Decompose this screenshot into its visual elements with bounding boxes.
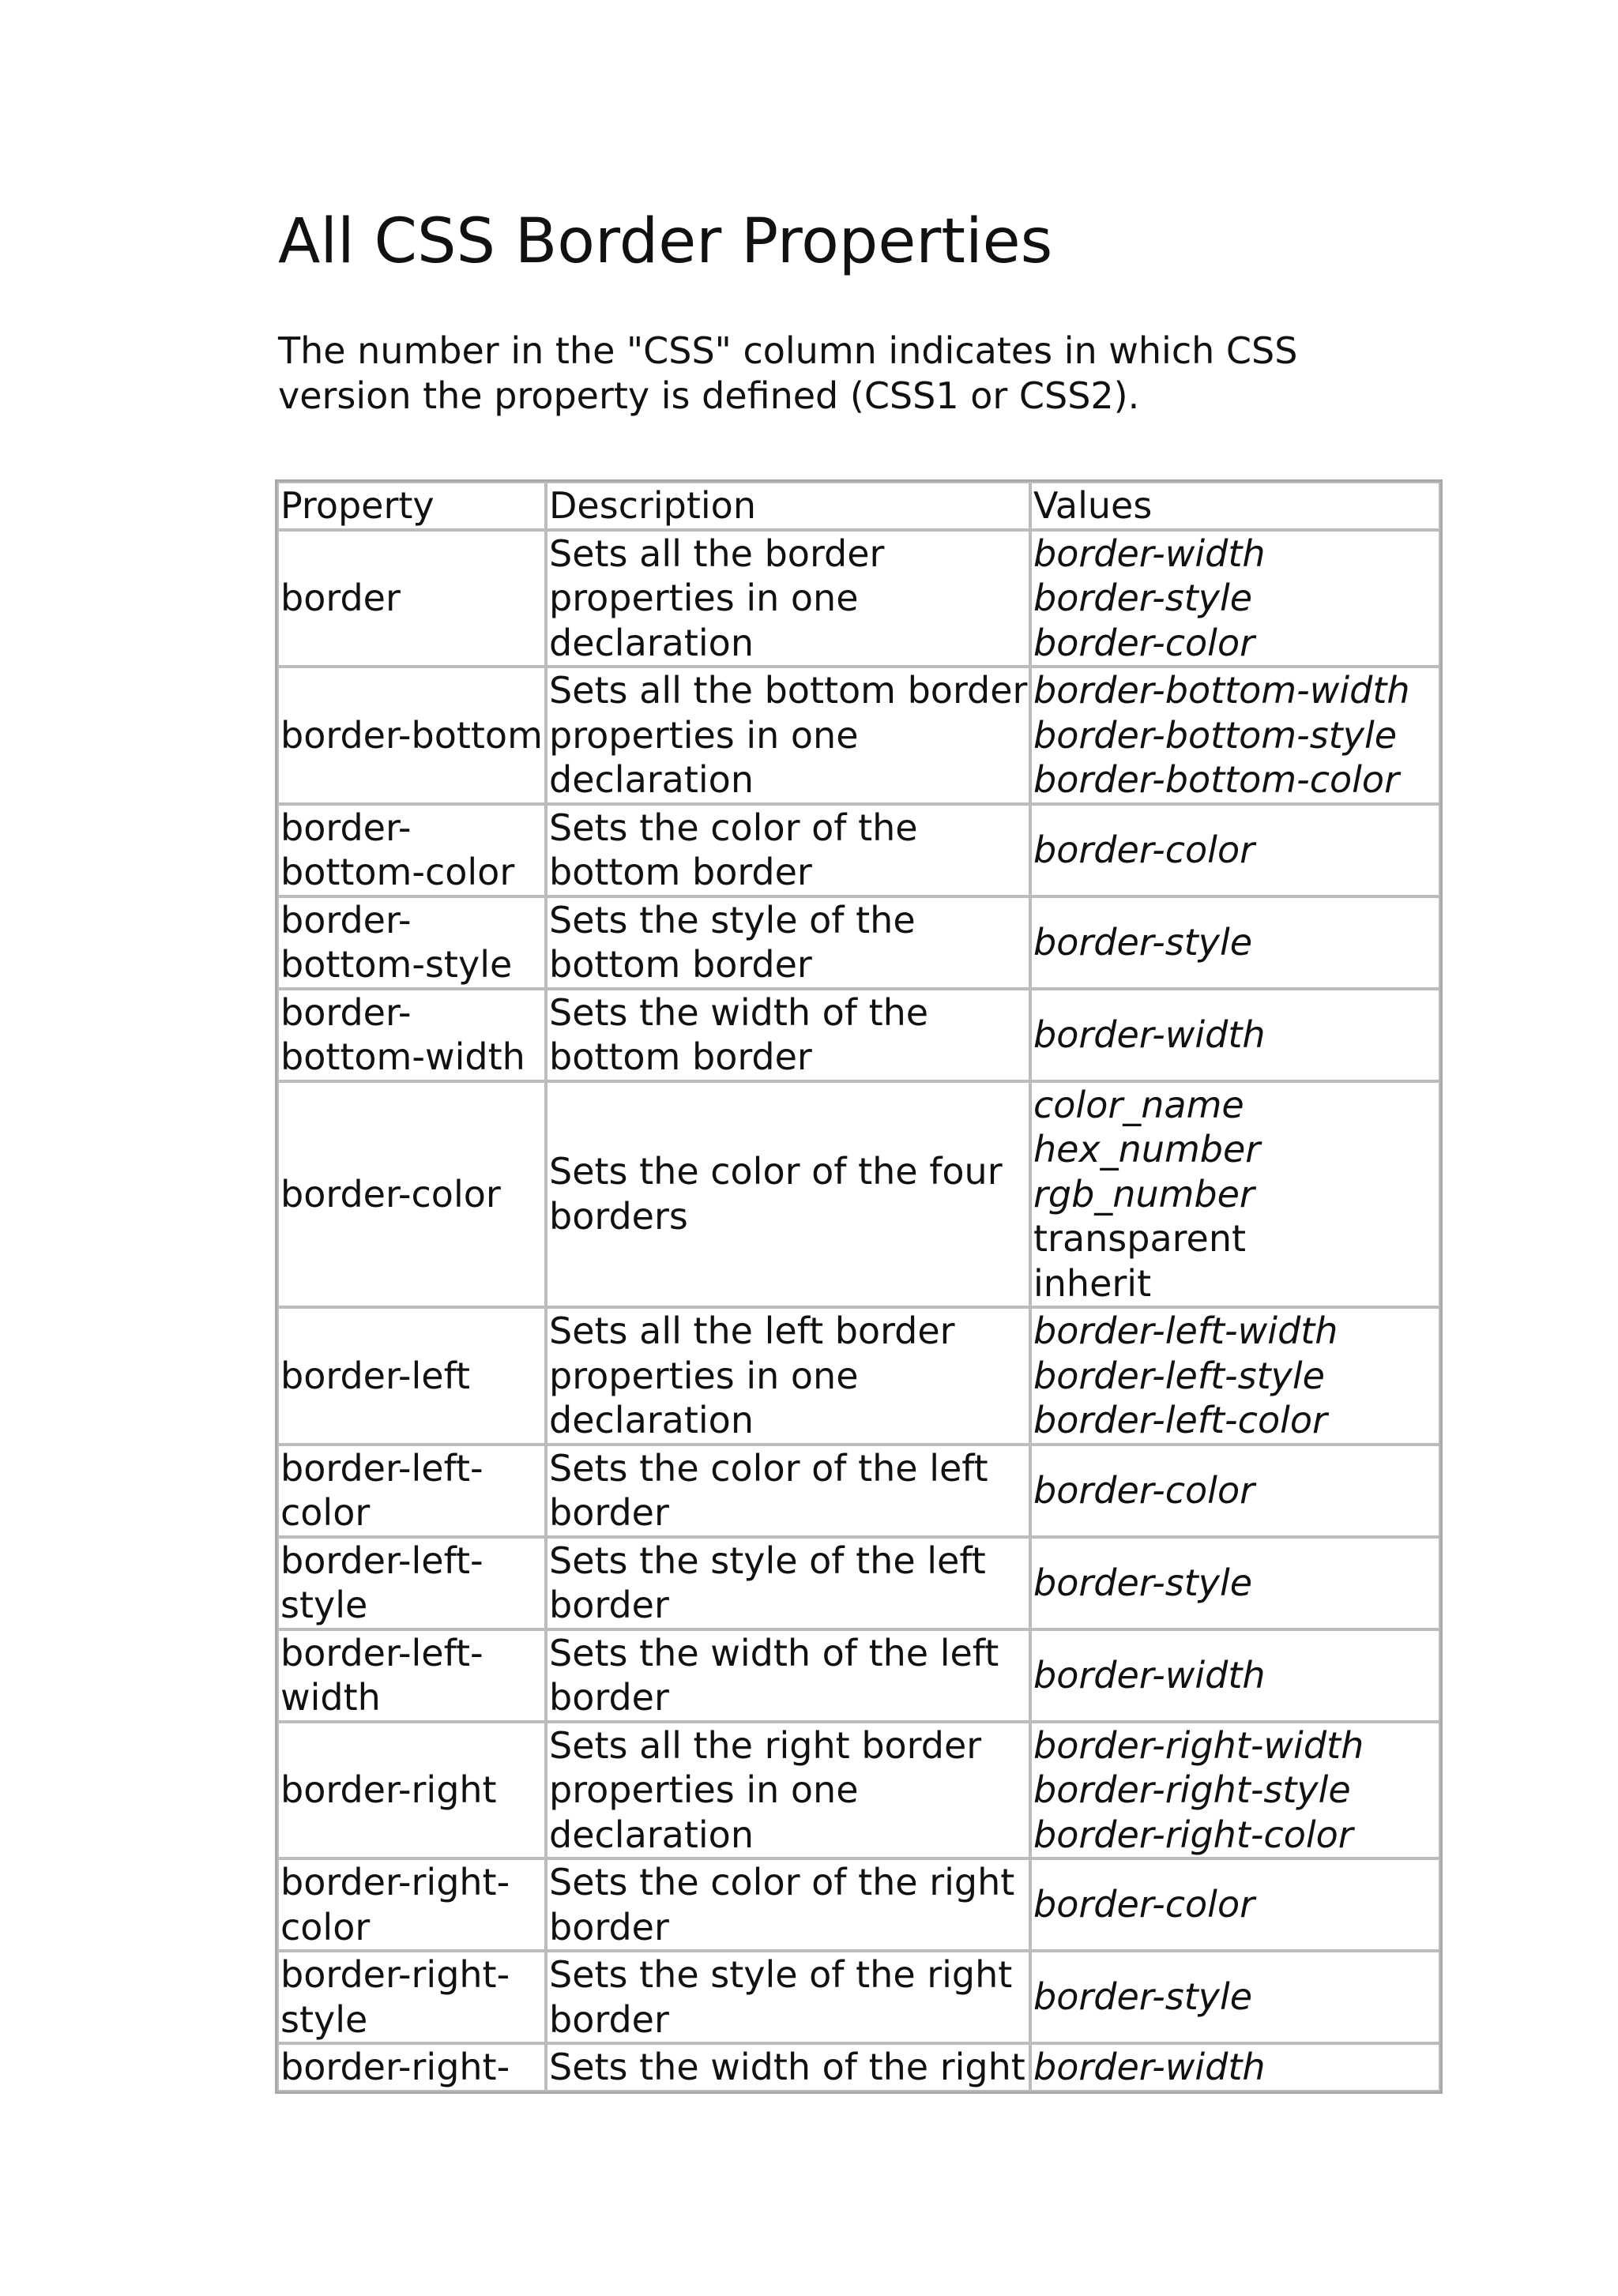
values-cell <box>1030 1858 1440 1951</box>
description-cell-line: bottom border <box>549 851 812 893</box>
property-cell-line: border-left- <box>280 1539 484 1582</box>
table-row <box>277 1307 1440 1445</box>
property-cell <box>277 530 546 667</box>
description-cell-line: Sets all the left border <box>549 1310 955 1352</box>
value-item: inherit <box>1033 1261 1152 1305</box>
description-cell-line: Sets all the bottom border <box>549 669 1028 712</box>
values-cell <box>1030 2043 1440 2091</box>
description-cell-line: declaration <box>549 621 754 664</box>
property-cell-line: border-right- <box>280 1861 510 1903</box>
description-cell <box>546 2043 1030 2091</box>
property-cell <box>277 1858 546 1951</box>
property-cell-line: color <box>280 1491 371 1534</box>
value-item: border-width <box>1033 1013 1266 1056</box>
value-item: border-width <box>1033 532 1266 575</box>
property-cell-line: bottom-color <box>280 851 515 893</box>
description-cell-line: bottom border <box>549 1035 812 1078</box>
description-cell <box>546 989 1030 1081</box>
description-cell-line: Sets all the border <box>549 532 885 575</box>
description-cell-line: Sets the color of the four <box>549 1150 1003 1193</box>
description-cell-line: Sets the color of the left <box>549 1446 988 1490</box>
property-cell <box>277 667 546 804</box>
property-cell-line: border-left <box>280 1354 471 1397</box>
property-cell-line: bottom-width <box>280 1035 525 1078</box>
description-cell-line: border <box>549 1676 669 1719</box>
property-cell <box>277 1307 546 1445</box>
property-cell <box>277 1629 546 1722</box>
value-item: border-color <box>1033 1468 1255 1512</box>
property-cell-line: border-left- <box>280 1446 484 1490</box>
description-cell-line: Sets the style of the right <box>549 1953 1013 1996</box>
property-cell <box>277 1722 546 1859</box>
description-cell <box>546 1951 1030 2043</box>
intro-paragraph: The number in the "CSS" column indicates in which CSS version the property is defined (CSS1 or CSS2). <box>278 329 1298 417</box>
border-properties-table <box>275 479 1443 2094</box>
description-cell-line: declaration <box>549 1399 754 1441</box>
description-cell <box>546 1445 1030 1537</box>
table-row <box>277 989 1440 1081</box>
value-item: border-left-color <box>1033 1399 1327 1441</box>
values-cell <box>1030 989 1440 1081</box>
description-cell <box>546 1081 1030 1308</box>
description-cell-line: declaration <box>549 1813 754 1856</box>
values-cell <box>1030 1722 1440 1859</box>
table-row <box>277 1951 1440 2043</box>
table-row <box>277 1722 1440 1859</box>
description-cell-line: Sets the width of the right <box>549 2046 1025 2088</box>
value-item: border-right-width <box>1033 1723 1364 1767</box>
property-cell <box>277 804 546 896</box>
values-cell <box>1030 896 1440 989</box>
value-item: border-style <box>1033 1561 1253 1604</box>
property-cell-line: border-bottom <box>280 713 543 757</box>
description-cell-line: border <box>549 1997 669 2041</box>
property-cell <box>277 2043 546 2091</box>
table-header-row <box>277 482 1440 530</box>
value-item: border-left-width <box>1033 1310 1338 1352</box>
table-row <box>277 1081 1440 1308</box>
value-item: border-color <box>1033 621 1255 664</box>
value-item: border-style <box>1033 1975 1253 2019</box>
description-cell-line: declaration <box>549 758 754 801</box>
page-title: All CSS Border Properties <box>278 206 1053 277</box>
description-cell <box>546 1629 1030 1722</box>
property-cell <box>277 1081 546 1308</box>
value-item: border-bottom-style <box>1033 713 1398 757</box>
value-item: border-left-style <box>1033 1354 1325 1397</box>
description-cell-line: Sets all the right border <box>549 1723 982 1767</box>
values-cell <box>1030 1081 1440 1308</box>
header-cell-values: Values <box>1030 482 1440 530</box>
table-row <box>277 667 1440 804</box>
value-item: border-width <box>1033 1653 1266 1697</box>
description-cell <box>546 896 1030 989</box>
description-cell-line: borders <box>549 1194 688 1238</box>
description-cell <box>546 530 1030 667</box>
values-cell <box>1030 1445 1440 1537</box>
description-cell-line: border <box>549 1491 669 1534</box>
value-item: border-style <box>1033 920 1253 964</box>
table-row <box>277 1629 1440 1722</box>
property-cell <box>277 896 546 989</box>
header-cell-property: Property <box>277 482 546 530</box>
description-cell <box>546 1307 1030 1445</box>
table-row <box>277 804 1440 896</box>
values-cell <box>1030 1537 1440 1629</box>
value-item: border-width <box>1033 2046 1266 2088</box>
description-cell-line: properties in one <box>549 713 859 757</box>
description-cell-line: properties in one <box>549 1354 859 1397</box>
table-row <box>277 1858 1440 1951</box>
property-cell-line: style <box>280 1997 368 2041</box>
value-item: border-style <box>1033 577 1253 619</box>
property-cell <box>277 1951 546 2043</box>
value-item: border-bottom-width <box>1033 669 1410 712</box>
property-cell-line: border <box>280 577 401 619</box>
table-row <box>277 530 1440 667</box>
values-cell <box>1030 667 1440 804</box>
description-cell-line: Sets the color of the <box>549 806 918 849</box>
property-cell-line: border-right- <box>280 2046 510 2088</box>
table-row <box>277 2043 1440 2091</box>
property-cell <box>277 989 546 1081</box>
description-cell-line: Sets the width of the <box>549 990 929 1034</box>
value-item: color_name <box>1033 1083 1244 1126</box>
table-row <box>277 896 1440 989</box>
value-item: rgb_number <box>1033 1172 1255 1216</box>
description-cell-line: Sets the width of the left <box>549 1631 999 1674</box>
values-cell <box>1030 804 1440 896</box>
value-item: transparent <box>1033 1217 1247 1260</box>
description-cell-line: Sets the color of the right <box>549 1861 1015 1903</box>
property-cell-line: bottom-style <box>280 943 513 986</box>
property-cell <box>277 1445 546 1537</box>
property-cell-line: color <box>280 1905 371 1948</box>
property-cell-line: width <box>280 1676 381 1719</box>
values-cell <box>1030 1629 1440 1722</box>
description-cell-line: border <box>549 1584 669 1626</box>
description-cell <box>546 1537 1030 1629</box>
table-row <box>277 1445 1440 1537</box>
header-cell-description: Description <box>546 482 1030 530</box>
description-cell-line: border <box>549 1905 669 1948</box>
property-cell <box>277 1537 546 1629</box>
description-cell <box>546 804 1030 896</box>
values-cell <box>1030 1307 1440 1445</box>
value-item: border-bottom-color <box>1033 758 1399 801</box>
table-body <box>277 482 1440 2091</box>
value-item: border-color <box>1033 1883 1255 1926</box>
description-cell-line: properties in one <box>549 577 859 619</box>
value-item: border-color <box>1033 828 1255 871</box>
description-cell-line: Sets the style of the <box>549 898 916 941</box>
value-item: border-right-style <box>1033 1768 1351 1811</box>
table-row <box>277 1537 1440 1629</box>
description-cell <box>546 1858 1030 1951</box>
value-item: border-right-color <box>1033 1813 1353 1856</box>
description-cell <box>546 1722 1030 1859</box>
property-cell-line: border-color <box>280 1172 501 1216</box>
values-cell <box>1030 1951 1440 2043</box>
description-cell-line: Sets the style of the left <box>549 1539 986 1582</box>
value-item: hex_number <box>1033 1128 1261 1171</box>
description-cell-line: bottom border <box>549 943 812 986</box>
property-cell-line: border-left- <box>280 1631 484 1674</box>
property-cell-line: border-right <box>280 1768 497 1811</box>
property-cell-line: border- <box>280 806 412 849</box>
property-cell-line: border-right- <box>280 1953 510 1996</box>
property-cell-line: border- <box>280 898 412 941</box>
description-cell <box>546 667 1030 804</box>
property-cell-line: border- <box>280 990 412 1034</box>
property-cell-line: style <box>280 1584 368 1626</box>
description-cell-line: properties in one <box>549 1768 859 1811</box>
values-cell <box>1030 530 1440 667</box>
